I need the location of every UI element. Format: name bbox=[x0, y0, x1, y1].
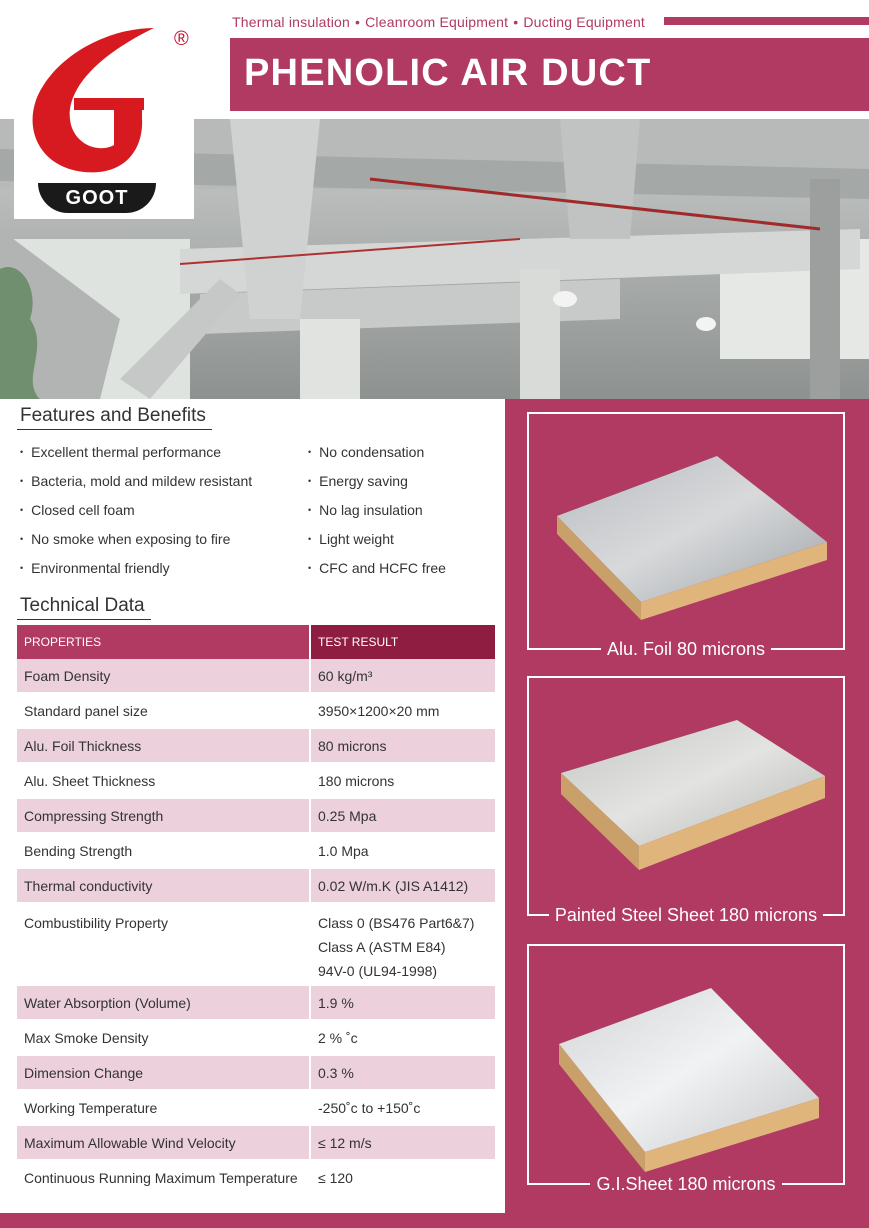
table-row bbox=[17, 1090, 495, 1125]
result-cell: 180 microns bbox=[310, 763, 495, 798]
table-row bbox=[17, 1020, 495, 1055]
result-cell bbox=[310, 903, 495, 985]
sample-painted-steel bbox=[527, 676, 845, 925]
list-item: • Excellent thermal performance bbox=[20, 444, 252, 473]
result-cell: ≤ 12 m/s bbox=[310, 1125, 495, 1160]
tagline-item: Cleanroom Equipment bbox=[365, 14, 509, 30]
top-rule bbox=[664, 17, 869, 25]
result-line: Class A (ASTM E84) bbox=[318, 939, 446, 955]
sample-caption: Alu. Foil 80 microns bbox=[527, 639, 845, 660]
result-line: 94V-0 (UL94-1998) bbox=[318, 963, 438, 979]
features-right-column bbox=[308, 444, 446, 589]
bottom-rule bbox=[0, 1213, 869, 1228]
list-item: • No condensation bbox=[308, 444, 446, 473]
registered-mark: ® bbox=[174, 28, 189, 50]
brand-name: GOOT bbox=[38, 183, 156, 213]
list-item: • No smoke when exposing to fire bbox=[20, 531, 252, 560]
list-item: • Light weight bbox=[308, 531, 446, 560]
sample-gi-sheet bbox=[527, 944, 845, 1194]
result-cell: -250˚c to +150˚c bbox=[310, 1090, 495, 1125]
page-title: PHENOLIC AIR DUCT bbox=[244, 52, 652, 94]
product-samples-sidebar bbox=[505, 399, 869, 1213]
property-cell: Standard panel size bbox=[17, 693, 310, 728]
table-row bbox=[17, 693, 495, 728]
list-item: • CFC and HCFC free bbox=[308, 560, 446, 589]
tagline-item: Ducting Equipment bbox=[523, 14, 646, 30]
list-item: • Closed cell foam bbox=[20, 502, 252, 531]
table-row bbox=[17, 1055, 495, 1090]
list-item: • No lag insulation bbox=[308, 502, 446, 531]
list-item: • Bacteria, mold and mildew resistant bbox=[20, 473, 252, 502]
tagline-item: Thermal insulation bbox=[232, 14, 350, 30]
table-row bbox=[17, 1160, 495, 1195]
separator-dot: • bbox=[355, 14, 361, 30]
property-cell: Foam Density bbox=[17, 659, 310, 693]
table-row bbox=[17, 868, 495, 903]
table-row bbox=[17, 659, 495, 693]
table-header-row bbox=[17, 625, 495, 659]
tagline bbox=[232, 14, 645, 30]
table-row bbox=[17, 798, 495, 833]
list-item: • Energy saving bbox=[308, 473, 446, 502]
result-cell: 2 % ˚c bbox=[310, 1020, 495, 1055]
property-cell: Thermal conductivity bbox=[17, 868, 310, 903]
panel-sample-image bbox=[529, 414, 843, 648]
result-cell: 1.0 Mpa bbox=[310, 833, 495, 868]
table-row bbox=[17, 728, 495, 763]
goot-logo bbox=[14, 0, 194, 219]
result-line: Class 0 (BS476 Part6&7) bbox=[318, 915, 475, 931]
result-cell: 3950×1200×20 mm bbox=[310, 693, 495, 728]
column-header-result: TEST RESULT bbox=[310, 625, 495, 659]
property-cell: Maximum Allowable Wind Velocity bbox=[17, 1125, 310, 1160]
panel-sample-image bbox=[529, 678, 843, 914]
features-left-column bbox=[20, 444, 252, 589]
features-heading: Features and Benefits bbox=[20, 405, 206, 426]
property-cell: Alu. Foil Thickness bbox=[17, 728, 310, 763]
property-cell: Alu. Sheet Thickness bbox=[17, 763, 310, 798]
table-row bbox=[17, 763, 495, 798]
sample-alu-foil bbox=[527, 412, 845, 659]
separator-dot: • bbox=[513, 14, 519, 30]
property-cell: Continuous Running Maximum Temperature bbox=[17, 1160, 310, 1195]
property-cell: Combustibility Property bbox=[17, 903, 310, 985]
table-row bbox=[17, 985, 495, 1020]
result-cell: 1.9 % bbox=[310, 985, 495, 1020]
property-cell: Dimension Change bbox=[17, 1055, 310, 1090]
result-cell: 0.3 % bbox=[310, 1055, 495, 1090]
table-row bbox=[17, 903, 495, 985]
result-cell: 80 microns bbox=[310, 728, 495, 763]
list-item: • Environmental friendly bbox=[20, 560, 252, 589]
column-header-properties: PROPERTIES bbox=[17, 625, 310, 659]
technical-heading: Technical Data bbox=[20, 595, 145, 616]
result-cell: 0.02 W/m.K (JIS A1412) bbox=[310, 868, 495, 903]
sample-caption: G.I.Sheet 180 microns bbox=[527, 1174, 845, 1195]
panel-sample-image bbox=[529, 946, 843, 1183]
result-cell: 60 kg/m³ bbox=[310, 659, 495, 693]
property-cell: Max Smoke Density bbox=[17, 1020, 310, 1055]
property-cell: Bending Strength bbox=[17, 833, 310, 868]
g-mark-icon bbox=[14, 0, 194, 190]
technical-data-table bbox=[17, 625, 495, 1196]
result-cell: 0.25 Mpa bbox=[310, 798, 495, 833]
table-row bbox=[17, 1125, 495, 1160]
property-cell: Water Absorption (Volume) bbox=[17, 985, 310, 1020]
sample-caption: Painted Steel Sheet 180 microns bbox=[527, 905, 845, 926]
result-cell: ≤ 120 bbox=[310, 1160, 495, 1195]
property-cell: Compressing Strength bbox=[17, 798, 310, 833]
title-bar bbox=[230, 38, 869, 111]
property-cell: Working Temperature bbox=[17, 1090, 310, 1125]
table-row bbox=[17, 833, 495, 868]
